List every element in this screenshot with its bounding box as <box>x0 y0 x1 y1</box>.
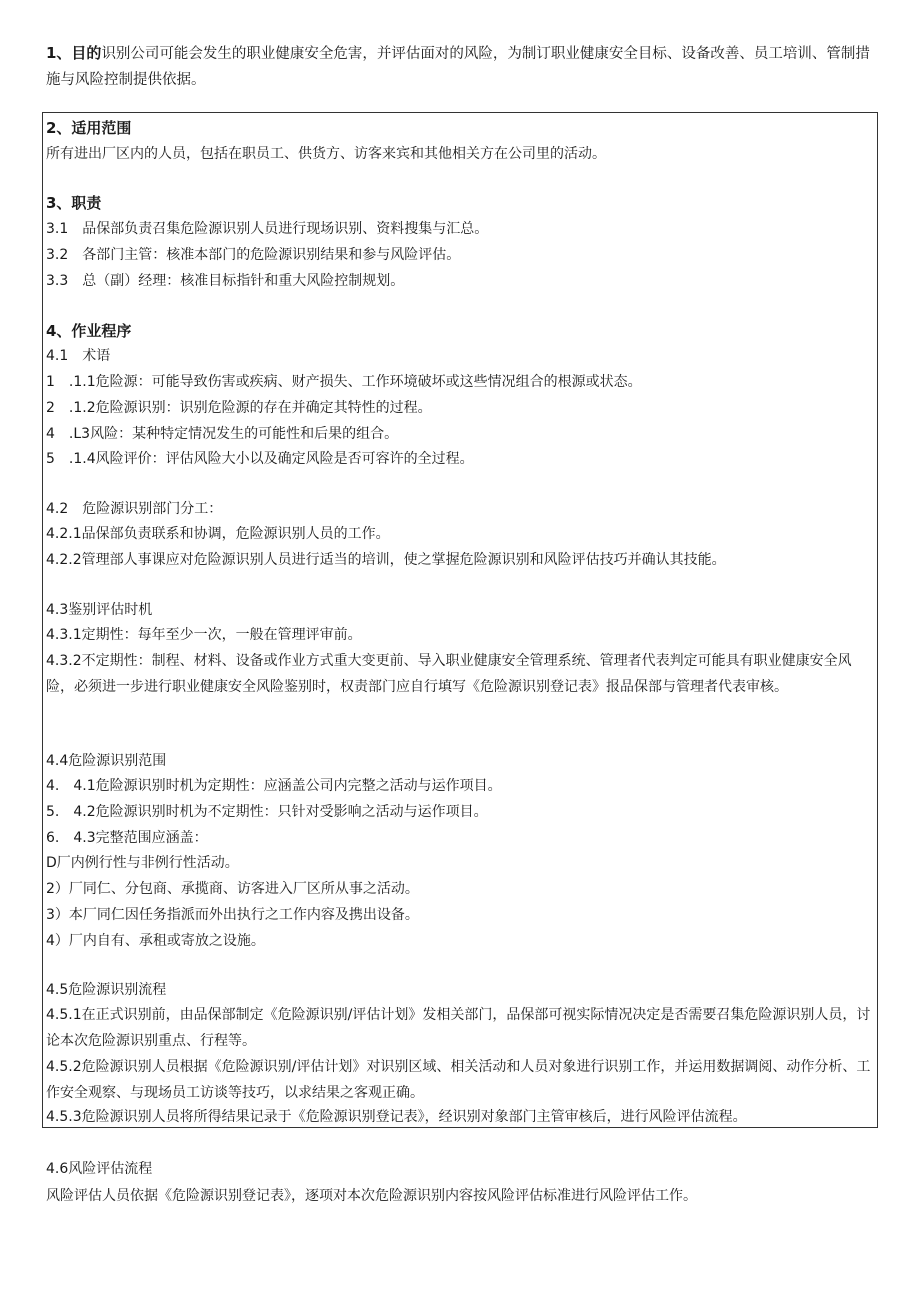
section-4-5-title: 4.5危险源识别流程 <box>46 982 167 998</box>
intro-text: 识别公司可能会发生的职业健康安全危害，并评估面对的风险，为制订职业健康安全目标、设备改善、员工培训、管制措施与风险控制提供依据。 <box>46 46 870 88</box>
range-item: 4. 4.1危险源识别时机为定期性：应涵盖公司内完整之活动与运作项目。 <box>46 778 502 794</box>
flow-item: 4.5.3危险源识别人员将所得结果记录于《危险源识别登记表》，经识别对象部门主管审核后，进行风险评估流程。 <box>46 1109 747 1125</box>
duty-heading: 3、职责 <box>46 194 102 212</box>
term-item: 1 .1.1危险源：可能导致伤害或疾病、财产损失、工作环境破坏或这些情况组合的根源或状态。 <box>46 374 642 390</box>
assessment-text: 风险评估人员依据《危险源识别登记表》，逐项对本次危险源识别内容按风险评估标准进行风险评估工作。 <box>46 1188 697 1204</box>
procedure-heading: 4、作业程序 <box>46 322 132 340</box>
duty-item: 3.3 总（副）经理：核准目标指针和重大风险控制规划。 <box>46 273 405 289</box>
duty-item: 3.2 各部门主管：核准本部门的危险源识别结果和参与风险评估。 <box>46 247 461 263</box>
range-item: 5. 4.2危险源识别时机为不定期性：只针对受影响之活动与运作项目。 <box>46 804 488 820</box>
section-4-4-title: 4.4危险源识别范围 <box>46 753 167 769</box>
term-item: 2 .1.2危险源识别：识别危险源的存在并确定其特性的过程。 <box>46 400 432 416</box>
scope-text: 所有进出厂区内的人员，包括在职员工、供货方、访客来宾和其他相关方在公司里的活动。 <box>46 146 606 162</box>
range-item: 6. 4.3完整范围应涵盖： <box>46 830 208 846</box>
intro-paragraph <box>46 40 876 93</box>
section-4-2-title: 4.2 危险源识别部门分工： <box>46 501 223 517</box>
term-item: 4 .L3风险：某种特定情况发生的可能性和后果的组合。 <box>46 426 399 442</box>
flow-item: 4.5.2危险源识别人员根据《危险源识别/评估计划》对识别区域、相关活动和人员对象进行识别工作，并运用数据调阅、动作分析、工作安全观察、与现场员工访谈等技巧，以求结果之客观正确。 <box>46 1059 871 1101</box>
range-item: D厂内例行性与非例行性活动。 <box>46 855 239 871</box>
range-item: 3）本厂同仁因任务指派而外出执行之工作内容及携出设备。 <box>46 907 419 923</box>
section-4-1-title: 4.1 术语 <box>46 348 111 364</box>
section-4-3-title: 4.3鉴别评估时机 <box>46 602 153 618</box>
term-item: 5 .1.4风险评价：评估风险大小以及确定风险是否可容许的全过程。 <box>46 451 474 467</box>
section-4-6-title: 4.6风险评估流程 <box>46 1161 153 1177</box>
flow-item: 4.5.1在正式识别前，由品保部制定《危险源识别/评估计划》发相关部门，品保部可视实际情况决定是否需要召集危险源识别人员，讨论本次危险源识别重点、行程等。 <box>46 1007 871 1049</box>
range-item: 2）厂同仁、分包商、承揽商、访客进入厂区所从事之活动。 <box>46 881 419 897</box>
scope-heading: 2、适用范围 <box>46 119 132 137</box>
intro-heading: 1、目的 <box>46 44 102 62</box>
timing-item: 4.3.1定期性：每年至少一次，一般在管理评审前。 <box>46 627 362 643</box>
timing-item: 4.3.2不定期性：制程、材料、设备或作业方式重大变更前、导入职业健康安全管理系统、管理者代表判定可能具有职业健康安全风险，必须进一步进行职业健康安全风险鉴别时，权责部门应自行填写《危险源识别登记表》报品保部与管理者代表审核。 <box>46 653 852 695</box>
duty-item: 3.1 品保部负责召集危险源识别人员进行现场识别、资料搜集与汇总。 <box>46 221 489 237</box>
division-item: 4.2.2管理部人事课应对危险源识别人员进行适当的培训，使之掌握危险源识别和风险评估技巧并确认其技能。 <box>46 552 726 568</box>
range-item: 4）厂内自有、承租或寄放之设施。 <box>46 933 265 949</box>
division-item: 4.2.1品保部负责联系和协调，危险源识别人员的工作。 <box>46 526 390 542</box>
